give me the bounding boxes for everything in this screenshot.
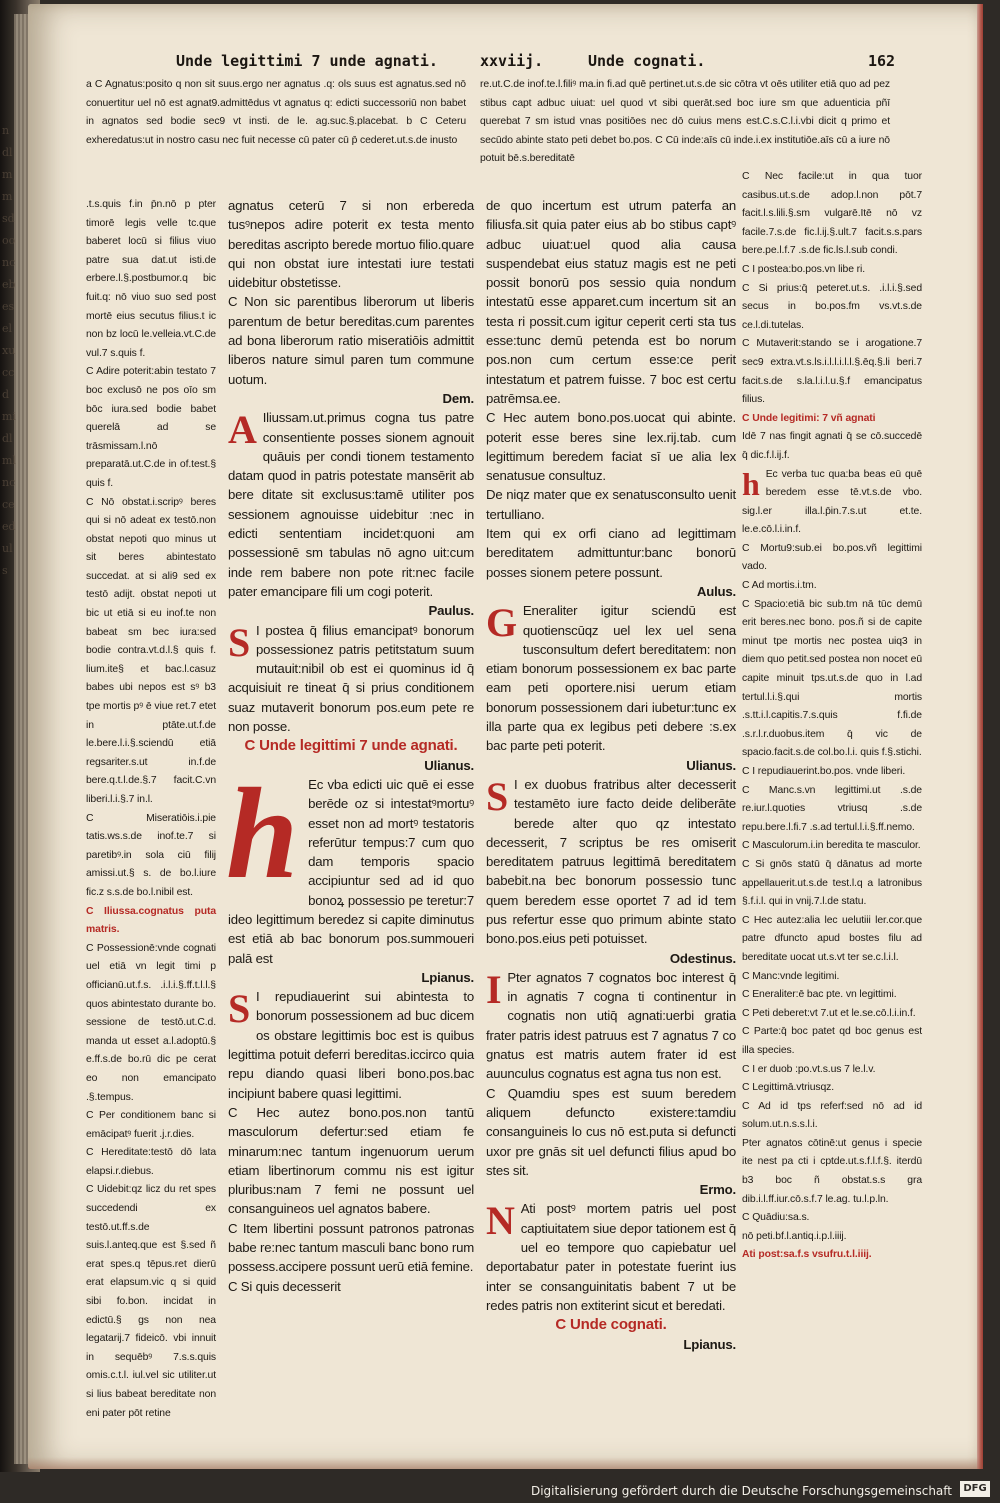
folio-number: xxviij. xyxy=(480,52,544,70)
page-number: 162 xyxy=(868,52,896,70)
gloss-paragraph: .t.s.quis f.in p̄n.nō p pter timorē legis velle tc.que baberet locū si filius viuo patre sua dat.ut isti.de erbere.l.§.postbumor.q bic fuit.q: nō viuo suo sed post mortē eius secutus filius.t ic non bz locū le.velleia.vt.C.de vul.7 s.quis f. xyxy=(86,199,216,359)
main-paragraph-text: Ec vba edicti uic quē ei esse berēde oz si intestatꝰmortuꝰ esset non ad mortꝰ testatoris referūtur tempus:7 cum quo dam temporis spacio accipiuntur sed ad id quo bonoꝝ possessio pe teretur:7 ideo legittimum beredez si capite diminutus est etiā ab bac bonorum pos.summoueri palā est xyxy=(228,776,474,966)
initial-capital: S xyxy=(228,619,251,665)
verso-text-fragment: ndlmmsdooncebeselxuccdmidlmlncceeduls xyxy=(2,124,16,577)
main-text-column-1 xyxy=(228,196,474,1314)
main-paragraph: de quo incertum est utrum paterfa an filiusfa.sit quia pater eius ab bo stibus captꝰ adbuc uiuat:uel quod alia causa suspendebat eius statuz magis est ne peti possit bonorū pos sessio quia nondum intestatū esse apparet.cum incertum sit an testa ri possit.cum igitur ceperit certi sta tus esse:tunc demū petenda est bo norum pos.non cum certum esse:ce perit intestatum et patrem fuisse. 7 boc est certu patrēmsa.ee. xyxy=(486,198,736,406)
main-paragraph-text: I ex duobus fratribus alter decesserit testamēto iure facto deide deliberāte berede alter quo qz intestato decesserit, 7 scriptus be res omiserit bereditatem patruus legittimā bereditatem babebit.na bec bonorum possessio tunc quem beredem esse oportet 7 ad id tem pus refertur esse quo primum abinte stato bono.pos.eius peti potuisset. xyxy=(486,776,736,947)
main-paragraph xyxy=(486,601,736,755)
main-paragraph: De niqz mater que ex senatusconsulto uenit tertulliano. xyxy=(486,487,736,522)
gloss-rubric: Ati post:sa.f.s vsufru.t.l.iiij. xyxy=(742,1249,872,1261)
section-rubric-title: C Unde cognati. xyxy=(555,1316,667,1334)
book-page xyxy=(28,4,983,1469)
jurist-heading: Dem. xyxy=(442,390,474,406)
main-paragraph: C Hec autem bono.pos.uocat qui abinte. poterit esse beres sine lex.rij.tab. cum legittimum beredem faciat sī ue alia lex senatusue consultuz. xyxy=(486,410,736,484)
gloss-paragraph: Pter agnatos cōtinē:ut genus i specie ite nest pa cti i cptde.ut.s.f.l.f.§. iterdū b3 boc ñ obstat.s.s gra dib.i.l.ff.iur.cō.s.f.7 le.ag. tu.l.p.ln. xyxy=(742,1137,922,1205)
gloss-paragraph: C I er duob :po.vt.s.us 7 le.l.v. xyxy=(742,1063,876,1075)
main-text-column-2 xyxy=(486,196,736,1352)
gloss-column-left xyxy=(86,196,216,1419)
gloss-paragraph: a C Agnatus:posito q non sit suus.ergo ner agnatus .q: ols suus est agnatus.sed nō conuertitur uel nō est agnat9.admittēdus vt agnatus q: edicti successoriū non babet in agnatos sed bodie sec9 vt insti. de le. ag.suc.§.placebat. b C Ceteru exheredatus:ut in nostro casu nec fuit necesse cū pater cū p̄ cederet.ut.s.de inusto xyxy=(86,79,466,146)
gloss-paragraph: C Manc.s.vn legittimi.ut .s.de re.iur.l.quoties vtriusq .s.de repu.bere.l.fi.7 .s.ad tertul.l.i.§.ff.nemo. xyxy=(742,784,922,833)
gloss-paragraph: C Hereditate:testō dō lata elapsi.r.diebus. xyxy=(86,1147,216,1177)
running-header-left: Unde legittimi 7 unde agnati. xyxy=(176,52,438,70)
gloss-paragraph: C Manc:vnde legitimi. xyxy=(742,970,840,982)
dfg-logo: DFG xyxy=(960,1481,990,1497)
gloss-paragraph: C Ad id tps referf:sed nō ad id solum.ut.n.s.s.l.i. xyxy=(742,1100,922,1131)
gloss-paragraph: C Uidebit:qz licz du ret spes succedendi ex testō.ut.ff.s.de suis.l.anteq.que est §.sed ñ erat spes.q tēpus.ret dierū erat elapsum.vic q si quid sibi fo.bon. incidat in edictū.§ gs non nea legatarij.7 fideicō. vbi innuit in sequēbꝰ 7.s.s.quis omis.c.t.l. iul.vel sic utiliter.ut si lius babeat bereditate non eni pater pōt retine xyxy=(86,1184,216,1419)
main-paragraph: C Quamdiu spes est suum beredem aliquem defuncto existere:tamdiu consanguineis lo cus nō est.puta si defuncti uxor pre gnās sit uel defuncti filius apud bo stes sit. xyxy=(486,1085,736,1178)
gloss-paragraph: C Masculorum.i.in beredita te masculor. xyxy=(742,840,921,852)
main-paragraph-text: Ati postꝰ mortem patris uel post captiuitatem siue depor tationem est q̄ uel eo tempore quo capiebatur uel deportabatur pater in potestate fuerint ius inter se consanguinitatis babent 7 ut be redes patris non extiterint sicut et beredati. xyxy=(486,1201,736,1313)
ornamental-initial-h: h xyxy=(226,761,299,906)
main-paragraph-text: I repudiauerint sui abintesta to bonorum possessionem ad buc dicem os obstare legittimis boc est is quibus legittima potuit deferri bereditas.iccirco quia repu diando quasi liberi bono.pos.bac incipiunt babere quasi legittimi. xyxy=(228,989,474,1101)
gloss-paragraph-text: Ec verba tuc qua:ba beas eū quē beredem esse tē.vt.s.de vbo. sig.l.er illa.l.p̄in.7.s.ut et.te. le.e.cō.l.i.in.f. xyxy=(742,468,922,536)
main-paragraph: C Non sic parentibus liberorum ut liberis parentum de betur bereditas.cum parentes ad bona liberorum ratio miseratiōis admittit liberos nature simul paren tum commune uotum. xyxy=(228,294,474,387)
gloss-column-right xyxy=(742,168,922,1324)
gloss-paragraph: C Iliussa.cognatus puta matris. xyxy=(86,905,216,936)
main-paragraph-text: Pter agnatos 7 cognatos boc interest q̄ in agnatis 7 cogna ti continentur in cognatis non utiq̄ agnati:uerbi gratia frater patris idest patruus est 7 agnatus 7 co gnatus est matris autem frater id est auunculus cognatus est agna tus non est. xyxy=(486,969,736,1082)
running-header-right: Unde cognati. xyxy=(588,52,706,70)
gloss-paragraph: C Possessionē:vnde cognati uel etiā vn legit timi p officianū.ut.f.s. .i.l.i.§.ff.t.l.l.§ quos abintestato durante bo. sessione de testō.ut.C.d. manda ut esset a.l.adoptū.§ e.ff.s.de bo.rū dic pe cerat eo non emancipato .§.tempus. xyxy=(86,942,216,1103)
jurist-heading: Ermo. xyxy=(699,1182,736,1198)
gloss-paragraph: C Per conditionem banc si emācipatꝰ fuerit .j.r.dies. xyxy=(86,1110,216,1140)
initial-capital: I xyxy=(486,966,502,1012)
main-paragraph-text: Eneraliter igitur sciendū est quotienscūqz uel lex uel sena tusconsultum defert bereditatem: non etiam bonorum possessionem ex bac parte eam peti oportere.nisi uerum etiam bonorum possessionem dari iubetur:tunc ex illa parte qua ex legibus peti debere :s.ex bac parte peti poterit. xyxy=(486,603,736,754)
gloss-paragraph xyxy=(742,466,922,540)
gloss-rubric: C Unde legitimi: 7 vñ agnati xyxy=(742,412,876,424)
main-paragraph: C Si quis decesserit xyxy=(228,1278,341,1294)
main-paragraph: C Hec autez bono.pos.non tantū masculorum defertur:sed etiam fe minarum:nec tantum ingenuorum uerum etiam libertinorum commu nis est igitur pluribus:nam 7 femi ne possunt uel consanguineos uel agnatos babere. xyxy=(228,1104,474,1217)
gloss-paragraph: C Nec facile:ut in qua tuor casibus.ut.s.de adop.l.non pōt.7 facit.l.s.lili.§.sm vulgarē.Itē nō vz facile.7.s.de fic.l.ij.§.ult.7 facit.s.s.pars bere.pe.l.f.7 .s.de fic.ls.l.sub condi. xyxy=(742,171,922,257)
gloss-paragraph: C Si prius:q̄ peteret.ut.s. .i.l.i.§.sed secus in bo.pos.fm vs.vt.s.de ce.l.di.tutelas. xyxy=(742,282,922,331)
gloss-paragraph: C Mutaverit:stando se i arogatione.7 sec9 extra.vt.s.ls.i.l.l.i.l.l.§.ēq.§.li beri.7 facit.s.de s.la.l.i.l.u.§.f emancipatus filius. xyxy=(742,338,922,406)
gloss-paragraph: C Hec autez:alia lec uelutiii ler.cor.que patre dfuncto apud bostes filu ad bereditate uocat ut.s.vt ter se.c.l.i.l. xyxy=(742,914,922,963)
initial-capital: S xyxy=(228,986,251,1032)
gloss-paragraph: C Adire poterit:abin testato 7 boc exclusō ne pos oīo sm bōc iura.sed bodie babet querelā ad se trāsmissam.l.nō preparatā.ut.C.de in of.test.§ quis f. xyxy=(86,366,216,489)
main-paragraph xyxy=(486,775,736,949)
jurist-heading: Aulus. xyxy=(696,583,736,599)
initial-capital: A xyxy=(228,407,257,453)
section-rubric-title: C Unde legittimi 7 unde agnati. xyxy=(244,737,458,755)
jurist-heading: Ulianus. xyxy=(424,757,474,773)
jurist-heading: Ulianus. xyxy=(686,757,736,773)
jurist-heading: Lpianus. xyxy=(683,1336,736,1352)
gloss-paragraph: Idē 7 nas fingit agnati q̄ se cō.succedē q̄ dic.f.l.ij.f. xyxy=(742,431,922,461)
gloss-paragraph: C Miseratiōis.i.pie tatis.ws.s.de inof.te.7 si paretibꝰ.in sola ciū filij amissi.ut.§ s. de bo.l.iure fic.z s.s.de bo.l.nibil est. xyxy=(86,812,216,898)
gloss-paragraph: C Legittimā.vtriusqz. xyxy=(742,1082,835,1094)
gloss-paragraph: C I postea:bo.pos.vn libe ri. xyxy=(742,263,866,275)
gloss-paragraph: nō peti.bf.l.antiq.i.p.l.iiij. xyxy=(742,1230,847,1242)
gloss-paragraph: C Si gnōs statū q̄ dānatus ad morte appellauerit.ut.s.de test.l.q a latronibus §.f.i.l. qui in vnij.7.l.de statu. xyxy=(742,858,922,908)
gloss-paragraph: C Peti deberet:vt 7.ut et le.se.cō.l.i.in.f. xyxy=(742,1007,916,1019)
gloss-paragraph: C Quādiu:sa.s. xyxy=(742,1212,810,1224)
page-bottom-edge xyxy=(28,1457,983,1469)
main-paragraph: agnatus ceterū 7 si non erbereda tusꝰnepos adire poterit ex testa mento bereditas ascripto berede mortuo filio.quare qui non obstat iure intestati iure testati uidebitur obstetisse. xyxy=(228,198,474,291)
gloss-paragraph: C Nō obstat.i.scripꝰ beres qui si nō adeat ex testō.non obstat nepoti quo minus ut sit beres abintestato succedat. at si ali9 sed ex testō adijt. obstat nepoti ut bic ut etiā si eu inof.te non babeat sm bec iura:sed bodie contra.vt.d.l.§ quis f. lium.ite§ et bac.l.casuz babes ubi nepos est sꝰ b3 tpe mortis pꝰ ē viue ret.7 etet in ptāte.ut.f.de le.bere.l.i.§.sciendū etiā regsariter.s.ut in.f.de bere.q.t.l.de.§.7 facit.C.vn liberi.l.i.§.7 in.l. xyxy=(86,496,216,805)
main-paragraph xyxy=(486,968,736,1084)
initial-capital: S xyxy=(486,773,509,819)
footer-credit: Digitalisierung gefördert durch die Deutsche Forschungsgemeinschaft xyxy=(530,1484,952,1498)
gloss-paragraph: re.ut.C.de inof.te.l.filiꝰ ma.in fi.ad quē pertinet.ut.s.de sic cōtra vt oēs utiliter etiā quo ad pez stibus capt adbuc uiuat: uel quod vt sibi querāt.sed boc iure sm que aduenticia pñī querebat 7 sm istud vnas positiōes nec dō cuius mens est.C.s.C.l.i.vbi dicit q primo et secūdo abinte stato peti debet bo.pos. C Cū inde:aīs cū inde.i.ex institutiōe.aīs cū a iure nō potuit bē.s.bereditatē xyxy=(480,79,890,165)
gloss-paragraph: C I repudiauerint.bo.pos. vnde liberi. xyxy=(742,766,906,777)
main-paragraph xyxy=(486,1199,736,1315)
main-paragraph xyxy=(228,408,474,601)
initial-capital: h xyxy=(742,465,760,502)
gloss-paragraph: C Parte:q̄ boc patet qd boc genus est illa species. xyxy=(742,1026,922,1056)
gloss-top-left xyxy=(86,76,466,194)
gloss-paragraph: C Spacio:etiā bic sub.tm nā tūc demū erit beres.nec bono. pos.ñ si de capite minut tpe mortis nec postea uiq3 in diem quo petit.sed postea non nocet eū capite minuit tps.ut.s.de quo in l.ad tertul.l.i.§.qui mortis .s.tt.i.l.capitis.7.s.quis f.fi.de .s.r.l.r.duobus.item q̄ vic de spacio.facit.s.de col.bo.l.i. quis f.§.stichi. xyxy=(742,598,922,759)
main-paragraph: Item qui ex orfi ciano ad legittimam bereditatem admittuntur:banc bonorū posses sionem petere possunt. xyxy=(486,526,736,580)
main-paragraph xyxy=(228,621,474,737)
main-paragraph xyxy=(228,987,474,1103)
main-paragraph: C Item libertini possunt patronos patronas babe re:nec tantum masculi banc bono rum possess.accipere possunt uerū etiā femine. xyxy=(228,1220,474,1275)
main-paragraph-text: Iliussam.ut.primus cogna tus patre consentiente posses sionem agnouit quāuis per condi tionem testamento datam quod in patris potestate mansērit ab bere ditate sit exclusus:tamē utiliter pos sessionem agnouisse uidebitur :nec in edicti sententiam incidet:quoni am possessionē sm tabulas nō agno uit:cum inde rem babere non pote rit:nec facile pater emancipare fili um cogi poterit. xyxy=(228,410,474,599)
gloss-paragraph: C Ad mortis.i.tm. xyxy=(742,580,817,592)
initial-capital: G xyxy=(486,600,517,646)
jurist-heading: Lpianus. xyxy=(421,969,474,985)
initial-capital: N xyxy=(486,1198,515,1244)
jurist-heading: Paulus. xyxy=(428,603,474,619)
red-page-edge xyxy=(977,4,983,1469)
jurist-heading: Odestinus. xyxy=(669,950,736,966)
main-paragraph-text: I postea q̄ filius emancipatꝰ bonorum possessionez patris petitstatum suum mutauit:nibil ob est ei quominus id q̄ acquisiuit re tineat q̄ si prius conditionem suaz mutaverit bonorum pos.eum pete re non posse. xyxy=(228,622,474,735)
gloss-paragraph: C Mortu9:sub.ei bo.pos.vñ legittimi vado. xyxy=(742,542,922,573)
gloss-paragraph: C Eneraliter:ē bac pte. vn legittimi. xyxy=(742,989,897,1001)
